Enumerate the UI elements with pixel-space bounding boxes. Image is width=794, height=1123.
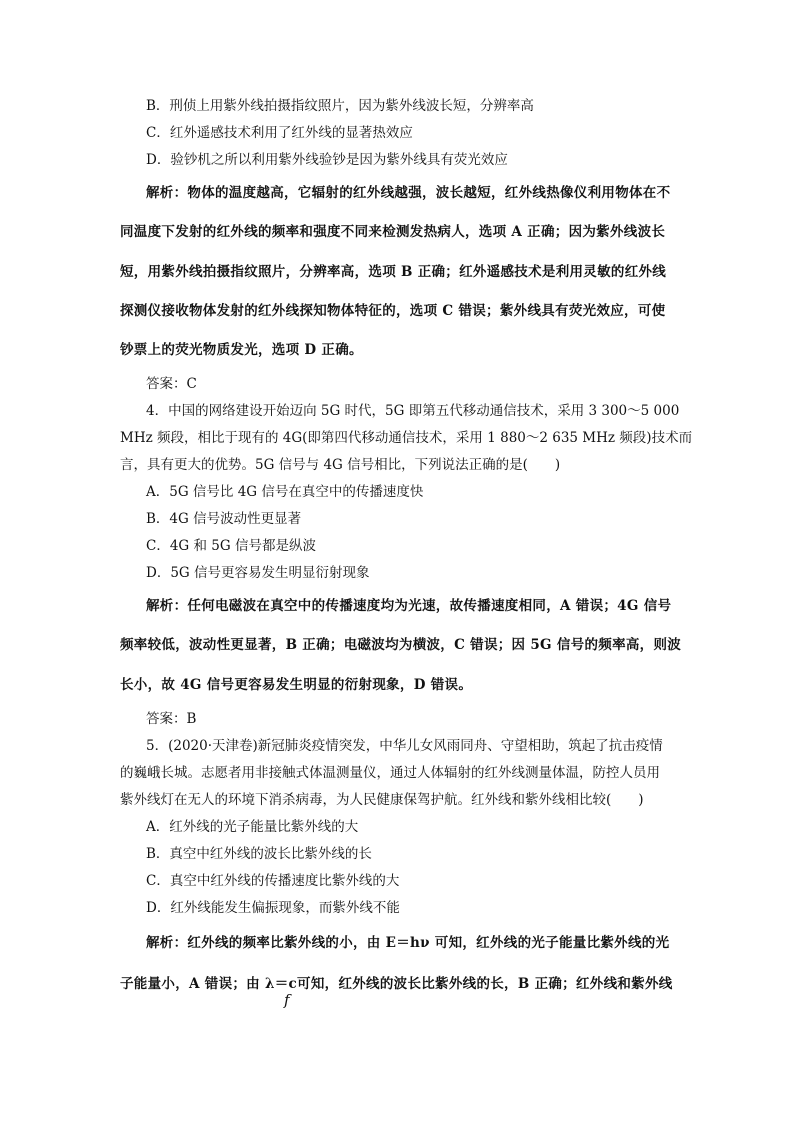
q5-stem-line-2: 的巍峨长城。志愿者用非接触式体温测量仪，通过人体辐射的红外线测量体温，防控人员用 <box>120 765 660 781</box>
q4-analysis-line-2: 频率较低，波动性更显著，B 正确；电磁波均为横波，C 错误；因 5G 信号的频率高，则波 <box>120 637 682 653</box>
q4-option-a: A．5G 信号比 4G 信号在真空中的传播速度快 <box>146 484 424 500</box>
q3-analysis-line-3: 短，用紫外线拍摄指纹照片，分辨率高，选项 B 正确；红外遥感技术是利用灵敏的红外线 <box>120 264 667 280</box>
q4-stem-line-3: 言，具有更大的优势。5G 信号与 4G 信号相比，下列说法正确的是( ) <box>120 457 561 473</box>
q3-analysis-line-1: 解析：物体的温度越高，它辐射的红外线越强，波长越短，红外线热像仪利用物体在不 <box>146 185 671 201</box>
q4-option-d: D．5G 信号更容易发生明显衍射现象 <box>146 565 370 581</box>
q5-option-c: C．真空中红外线的传播速度比紫外线的大 <box>146 873 400 889</box>
fraction-denominator: f <box>284 991 290 1009</box>
q5-option-a: A．红外线的光子能量比紫外线的大 <box>146 819 359 835</box>
q3-analysis-line-5: 钞票上的荧光物质发光，选项 D 正确。 <box>120 342 363 358</box>
q3-option-b: B．刑侦上用紫外线拍摄指纹照片，因为紫外线波长短，分辨率高 <box>146 98 534 114</box>
q3-analysis-line-4: 探测仪接收物体发射的红外线探知物体特征的，选项 C 错误；紫外线具有荧光效应，可使 <box>120 303 666 319</box>
q5-stem-line-3: 紫外线灯在无人的环境下消杀病毒，为人民健康保驾护航。红外线和紫外线相比较( ) <box>120 792 644 808</box>
q3-option-d: D．验钞机之所以利用紫外线验钞是因为紫外线具有荧光效应 <box>146 152 508 168</box>
q3-analysis-line-2: 同温度下发射的红外线的频率和强度不同来检测发热病人，选项 A 正确；因为紫外线波长 <box>120 224 666 240</box>
q5-analysis-line-2: 子能量小，A 错误；由 λ＝c可知，红外线的波长比紫外线的长，B 正确；红外线和紫外线 <box>120 976 673 992</box>
q4-option-c: C．4G 和 5G 信号都是纵波 <box>146 538 316 554</box>
q5-stem-line-1: 5．(2020·天津卷)新冠肺炎疫情突发，中华儿女风雨同舟、守望相助，筑起了抗击疫情 <box>146 738 663 754</box>
q5-analysis-line-1: 解析：红外线的频率比紫外线的小，由 E＝hν 可知，红外线的光子能量比紫外线的光 <box>146 935 670 951</box>
q4-option-b: B．4G 信号波动性更显著 <box>146 511 302 527</box>
q3-option-c: C．红外遥感技术利用了红外线的显著热效应 <box>146 125 413 141</box>
q3-answer: 答案：C <box>146 376 197 392</box>
q5-option-b: B．真空中红外线的波长比紫外线的长 <box>146 846 372 862</box>
q4-analysis-line-3: 长小，故 4G 信号更容易发生明显的衍射现象，D 错误。 <box>120 677 473 693</box>
q4-stem-line-1: 4．中国的网络建设开始迈向 5G 时代，5G 即第五代移动通信技术，采用 3 300～5 000 <box>146 403 680 419</box>
q4-stem-line-2: MHz 频段，相比于现有的 4G(即第四代移动通信技术，采用 1 880～2 635 MHz 频段)技术而 <box>120 430 693 446</box>
q4-answer: 答案：B <box>146 711 197 727</box>
q5-option-d: D．红外线能发生偏振现象，而紫外线不能 <box>146 900 400 916</box>
q4-analysis-line-1: 解析：任何电磁波在真空中的传播速度均为光速，故传播速度相同，A 错误；4G 信号 <box>146 598 672 614</box>
